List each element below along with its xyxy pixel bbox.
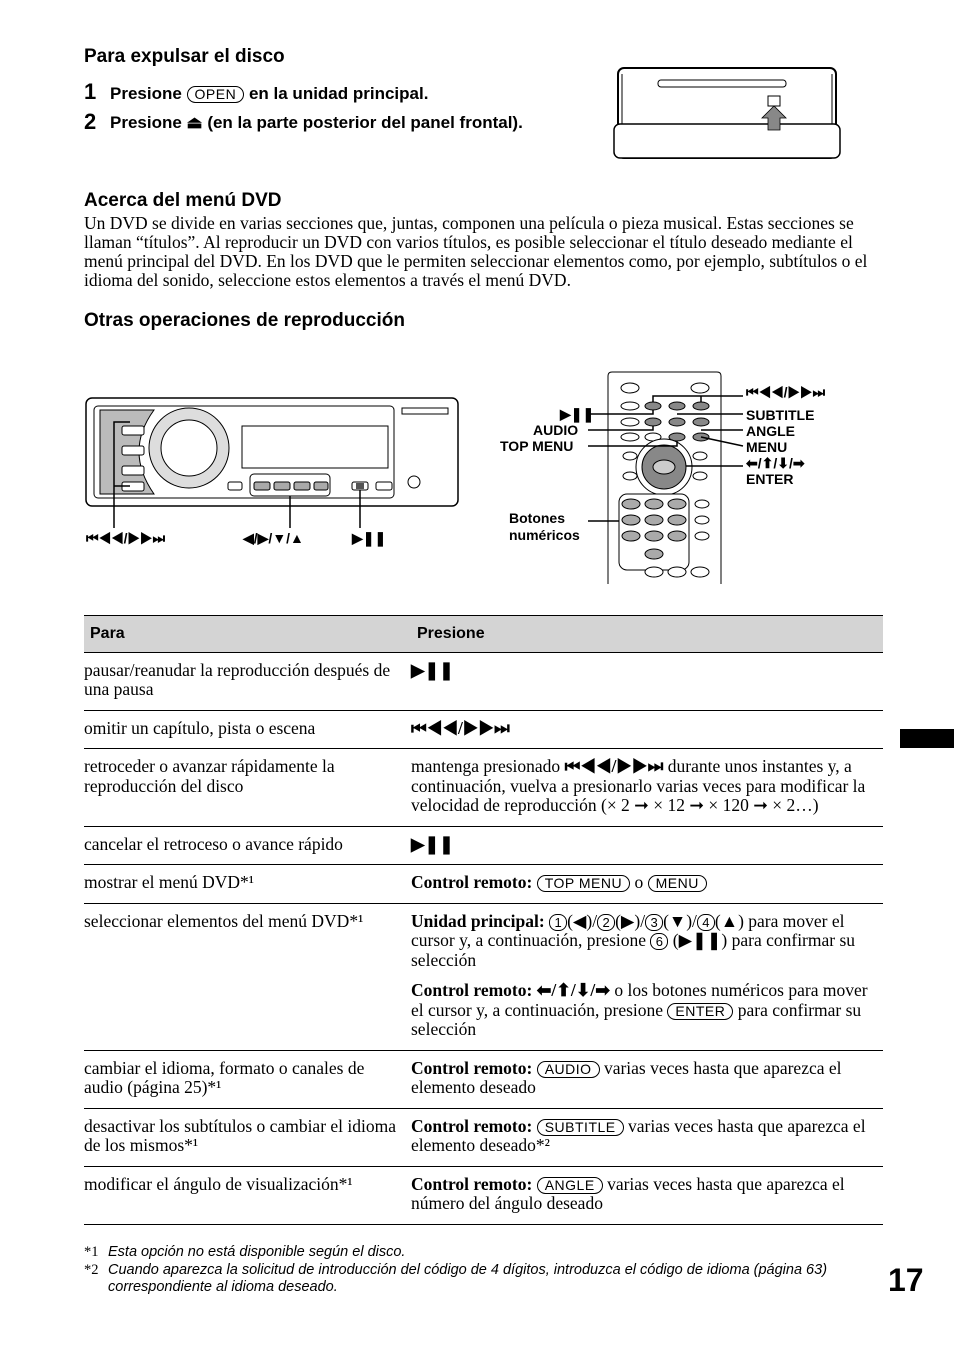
section-title-other-operations: Otras operaciones de reproducción xyxy=(84,310,405,331)
remote-illustration xyxy=(580,370,880,586)
top-menu-button-label: TOP MENU xyxy=(537,875,630,892)
table-cell: desactivar los subtítulos o cambiar el idioma de los mismos*¹ xyxy=(84,1108,411,1166)
table-cell: omitir un capítulo, pista o escena xyxy=(84,710,411,749)
remote-label-top-menu: TOP MENU xyxy=(500,438,574,454)
table-cell: modificar el ángulo de visualización*¹ xyxy=(84,1166,411,1224)
remote-label-numeric-1: Botones xyxy=(509,510,565,526)
table-row xyxy=(84,652,883,710)
table-header-presione: Presione xyxy=(411,616,883,653)
page-number: 17 xyxy=(888,1262,924,1298)
table-row xyxy=(84,903,883,1050)
number-6-button-label: 6 xyxy=(650,933,668,950)
section-title-dvd-menu: Acerca del menú DVD xyxy=(84,190,282,211)
open-button-label: OPEN xyxy=(187,86,245,103)
table-cell: mantenga presionado ⏮◀◀/▶▶⏭ durante unos instantes y, a continuación, vuelva a presionarlo varias veces para modificar la velocidad de reproducción (× 2 ➞ × 12 ➞ × 120 ➞ × 2…) xyxy=(411,749,883,827)
section-title-eject: Para expulsar el disco xyxy=(84,46,285,67)
table-cell: retroceder o avanzar rápidamente la reproducción del disco xyxy=(84,749,411,827)
eject-illustration xyxy=(610,64,844,164)
table-cell: pausar/reanudar la reproducción después de una pausa xyxy=(84,652,411,710)
remote-label-enter: ENTER xyxy=(746,471,794,487)
table-cell: ▶❚❚ xyxy=(411,826,883,865)
footnote-1: *1 Esta opción no está disponible según el disco. xyxy=(84,1244,406,1260)
menu-button-label: MENU xyxy=(648,875,707,892)
table-cell: Control remoto: ANGLE varias veces hasta que aparezca el número del ángulo deseado xyxy=(411,1166,883,1224)
table-row xyxy=(84,710,883,749)
remote-label-skip: ⏮◀◀/▶▶⏭ xyxy=(746,384,826,400)
unit-label-arrows: ◀/▶/▼/▲ xyxy=(243,530,304,546)
step-number-2: 2 xyxy=(84,109,97,134)
remote-label-angle: ANGLE xyxy=(746,423,795,439)
table-row xyxy=(84,865,883,904)
enter-button-label: ENTER xyxy=(667,1003,733,1020)
operations-table xyxy=(84,615,883,1225)
table-cell: Control remoto: AUDIO varias veces hasta que aparezca el elemento deseado xyxy=(411,1050,883,1108)
remote-label-play: ▶❚❚ xyxy=(560,406,595,422)
footnote-2: *2 Cuando aparezca la solicitud de introducción del código de 4 dígitos, introduzca el código de idioma (página 63) correspondiente al idioma deseado. xyxy=(84,1262,828,1295)
section-thumb-tab xyxy=(900,729,954,748)
table-header-para: Para xyxy=(84,616,411,653)
table-row xyxy=(84,1108,883,1166)
table-row xyxy=(84,1166,883,1224)
audio-button-label: AUDIO xyxy=(537,1061,600,1078)
table-cell: ▶❚❚ xyxy=(411,652,883,710)
table-cell: Control remoto: TOP MENU o MENU xyxy=(411,865,883,904)
number-2-button-label: 2 xyxy=(597,914,615,931)
table-cell: ⏮◀◀/▶▶⏭ xyxy=(411,710,883,749)
step-number-1: 1 xyxy=(84,79,97,104)
unit-label-play: ▶❚❚ xyxy=(352,530,387,546)
remote-label-audio: AUDIO xyxy=(533,422,579,438)
table-cell: seleccionar elementos del menú DVD*¹ xyxy=(84,903,411,1050)
remote-label-arrows: ⬅/⬆/⬇/➡ xyxy=(746,455,805,471)
remote-label-subtitle: SUBTITLE xyxy=(746,407,815,423)
table-row xyxy=(84,826,883,865)
dvd-menu-paragraph: Un DVD se divide en varias secciones que, juntas, componen una película o pieza musical. Estas secciones se llaman “títulos”. Al reproducir un DVD con varios títulos, es posible seleccionar el título deseado mediante el menú principal del DVD. En los DVD que le permiten seleccionar elementos como, por ejemplo, subtítulos o el idioma del sonido, seleccione estos elementos a través el menú DVD. xyxy=(84,213,868,290)
number-4-button-label: 4 xyxy=(697,914,715,931)
table-header-row xyxy=(84,616,883,653)
unit-label-skip: ⏮◀◀/▶▶⏭ xyxy=(86,530,166,546)
table-cell: Control remoto: SUBTITLE varias veces hasta que aparezca el elemento deseado*² xyxy=(411,1108,883,1166)
table-cell: cambiar el idioma, formato o canales de audio (página 25)*¹ xyxy=(84,1050,411,1108)
number-3-button-label: 3 xyxy=(645,914,663,931)
remote-label-menu: MENU xyxy=(746,439,788,455)
remote-label-numeric-2: numéricos xyxy=(509,527,580,543)
subtitle-button-label: SUBTITLE xyxy=(537,1119,624,1136)
table-row xyxy=(84,1050,883,1108)
table-row xyxy=(84,749,883,827)
step-2-text: Presione ⏏ (en la parte posterior del panel frontal). xyxy=(110,113,523,132)
table-cell: mostrar el menú DVD*¹ xyxy=(84,865,411,904)
head-unit-illustration xyxy=(84,396,462,546)
number-1-button-label: 1 xyxy=(549,914,567,931)
table-cell: cancelar el retroceso o avance rápido xyxy=(84,826,411,865)
table-cell: Unidad principal: 1 (◀)/ 2 (▶)/ 3 (▼)/ 4 (▲) para mover el cursor y, a continuación, presione 6 (▶❚❚) para confirmar su selección Control remoto: ⬅/⬆/⬇/➡ o los botones numéricos para mover el cursor y, a continuación, presione ENTER para confirmar su selección xyxy=(411,903,883,1050)
angle-button-label: ANGLE xyxy=(537,1177,603,1194)
step-1-text: Presione OPEN en la unidad principal. xyxy=(110,84,429,103)
